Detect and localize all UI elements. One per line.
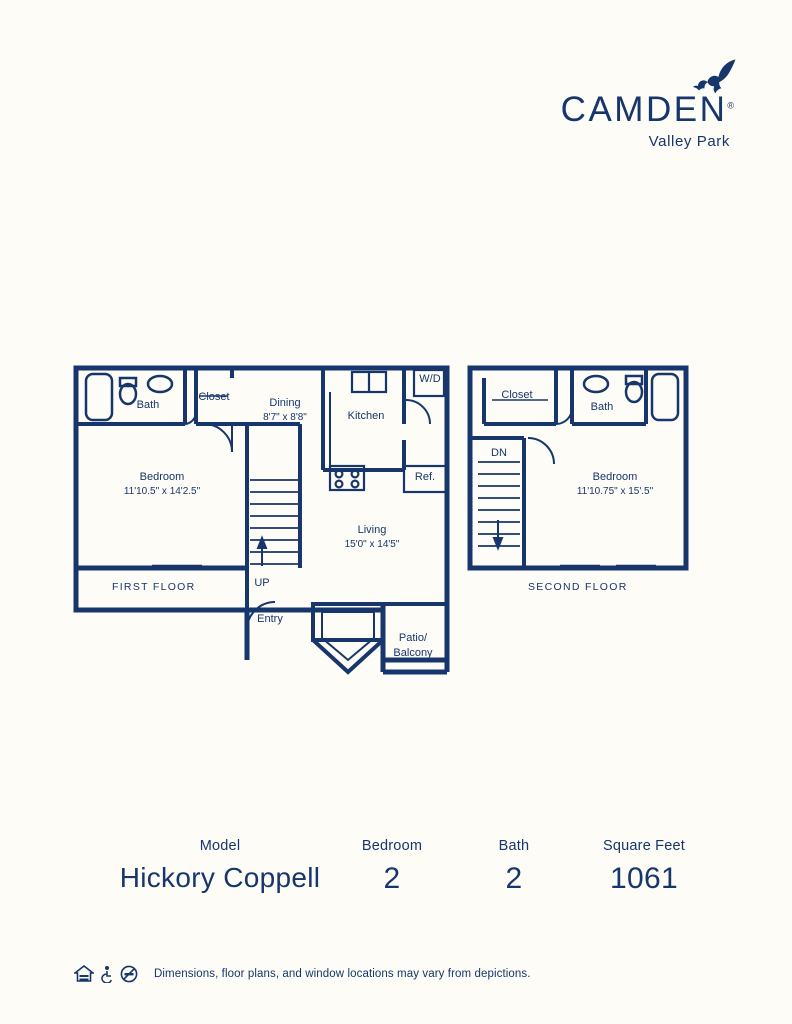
patio-line1-text: Patio/ <box>398 632 428 644</box>
bedroom-value: 2 <box>383 862 401 895</box>
sqft-label: Square Feet <box>603 838 685 854</box>
summary-bath <box>454 838 574 896</box>
bath-label: Bath <box>498 838 530 854</box>
disclaimer-text: Dimensions, floor plans, and window locations may vary from depictions. <box>154 968 531 980</box>
room-label-kitchen <box>334 409 398 424</box>
closet-second-text: Closet <box>501 389 533 401</box>
room-label-dining <box>238 396 332 424</box>
label-stairs-up <box>248 576 276 591</box>
room-label-closet-first <box>186 390 242 405</box>
bedroom-label: Bedroom <box>361 838 423 854</box>
first-floor-label: FIRST FLOOR <box>112 581 196 593</box>
room-label-bath-first <box>118 398 178 413</box>
room-label-closet-second <box>492 388 542 403</box>
patio-line2-text: Balcony <box>393 646 433 659</box>
label-patio-balcony <box>382 631 444 661</box>
dining-name-text: Dining <box>269 397 301 409</box>
bath-second-text: Bath <box>590 401 614 413</box>
living-dim-text: 15'0" x 14'5" <box>344 538 400 550</box>
summary-bedroom <box>330 838 454 896</box>
room-label-living <box>316 523 428 551</box>
washer-dryer-text: W/D <box>419 373 441 385</box>
sqft-value: 1061 <box>610 862 678 895</box>
label-entry <box>248 612 292 627</box>
bedroom-first-name-text: Bedroom <box>139 471 185 483</box>
dining-dim-text: 8'7" x 8'8" <box>263 411 307 423</box>
refrigerator-text: Ref. <box>414 471 436 483</box>
equal-housing-icon <box>74 965 94 983</box>
logo-name-text: CAMDEN <box>560 90 728 129</box>
label-washer-dryer <box>416 372 444 387</box>
entry-text: Entry <box>257 613 283 625</box>
footer <box>74 965 531 983</box>
room-label-bedroom-first <box>82 470 242 498</box>
footer-icons <box>74 965 138 983</box>
model-value: Hickory Coppell <box>119 862 321 893</box>
logo-community: Valley Park <box>648 133 730 150</box>
accessibility-icon <box>99 965 115 983</box>
label-refrigerator <box>404 470 446 485</box>
logo-trademark: ® <box>727 100 734 111</box>
bedroom-second-dim-text: 11'10.75" x 15'.5" <box>576 485 654 497</box>
bath-value: 2 <box>505 862 523 895</box>
summary-model <box>110 838 330 894</box>
stairs-up-text: UP <box>254 577 270 589</box>
label-stairs-down <box>484 446 514 461</box>
unit-summary <box>0 838 792 908</box>
room-label-bath-second <box>578 400 626 415</box>
bath-first-text: Bath <box>136 399 160 411</box>
second-floor-label: SECOND FLOOR <box>528 581 628 593</box>
bedroom-first-dim-text: 11'10.5" x 14'2.5" <box>123 485 201 497</box>
no-smoking-icon <box>120 965 138 983</box>
living-name-text: Living <box>357 524 387 536</box>
closet-first-text: Closet <box>198 391 230 403</box>
stairs-down-text: DN <box>491 447 507 459</box>
bedroom-second-name-text: Bedroom <box>592 471 638 483</box>
model-label: Model <box>199 838 241 854</box>
summary-square-feet <box>574 838 714 896</box>
room-label-bedroom-second <box>530 470 700 498</box>
kitchen-text: Kitchen <box>347 410 385 422</box>
